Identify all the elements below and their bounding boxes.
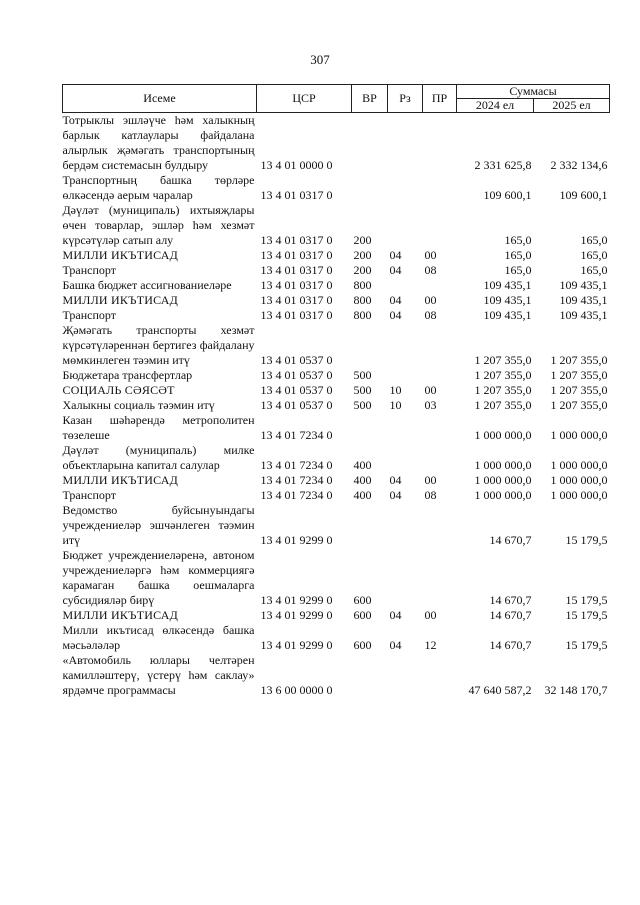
header-pr: ПР	[423, 85, 457, 113]
row-csr: 13 4 01 0317 0	[260, 233, 333, 247]
row-amount-2024: 2 331 625,8	[474, 158, 532, 172]
row-rz: 04	[389, 308, 402, 322]
row-name: Транспорт	[62, 488, 116, 502]
table-row	[63, 503, 610, 548]
row-amount-2024: 165,0	[504, 248, 532, 262]
row-name: Милли икътисад өлкәсендә башка мәсьәләләр	[62, 623, 255, 652]
row-rz	[388, 278, 423, 293]
row-csr: 13 4 01 0000 0	[260, 158, 333, 172]
row-vr	[352, 413, 388, 443]
row-amount-2024: 47 640 587,2	[468, 683, 532, 697]
row-vr: 600	[353, 608, 372, 622]
table-row	[63, 248, 610, 263]
row-rz: 04	[389, 473, 402, 487]
row-amount-2025: 15 179,5	[565, 593, 608, 607]
table-row	[63, 473, 610, 488]
table-row	[63, 173, 610, 203]
row-name: Дәүләт (муниципаль) ихтыяҗлары өчен товарлар, эшләр һәм хезмәт күрсәтүләр сатып алу	[62, 203, 255, 247]
row-rz: 10	[389, 383, 402, 397]
row-csr: 13 4 01 0317 0	[260, 248, 333, 262]
row-rz	[388, 323, 423, 368]
row-amount-2025: 1 000 000,0	[550, 428, 608, 442]
row-amount-2025: 1 207 355,0	[550, 398, 608, 412]
row-csr: 13 4 01 0317 0	[260, 263, 333, 277]
table-row	[63, 608, 610, 623]
row-rz	[388, 203, 423, 248]
row-csr: 13 4 01 0317 0	[260, 293, 333, 307]
row-rz: 04	[389, 638, 402, 652]
table-row	[63, 398, 610, 413]
row-amount-2024: 14 670,7	[489, 608, 532, 622]
table-row	[63, 488, 610, 503]
row-csr: 13 4 01 0317 0	[260, 278, 333, 292]
row-rz	[388, 113, 423, 174]
table-row	[63, 278, 610, 293]
row-rz: 04	[389, 488, 402, 502]
row-rz: 10	[389, 398, 402, 412]
header-year-2024: 2024 ел	[457, 99, 534, 113]
row-rz	[388, 503, 423, 548]
row-amount-2024: 1 000 000,0	[474, 458, 532, 472]
row-rz: 04	[389, 263, 402, 277]
row-csr: 13 4 01 0317 0	[260, 188, 333, 202]
row-amount-2025: 15 179,5	[565, 533, 608, 547]
row-vr: 200	[353, 263, 372, 277]
row-amount-2025: 1 000 000,0	[550, 488, 608, 502]
row-name: МИЛЛИ ИКЪТИСАД	[62, 293, 178, 307]
row-amount-2024: 1 207 355,0	[474, 353, 532, 367]
table-row	[63, 308, 610, 323]
header-csr: ЦСР	[257, 85, 352, 113]
row-amount-2025: 32 148 170,7	[544, 683, 608, 697]
row-amount-2024: 1 000 000,0	[474, 473, 532, 487]
row-vr	[352, 173, 388, 203]
row-amount-2025: 109 435,1	[559, 308, 608, 322]
row-amount-2025: 1 207 355,0	[550, 383, 608, 397]
row-vr: 500	[353, 368, 372, 382]
row-pr	[423, 113, 457, 174]
row-pr	[423, 323, 457, 368]
table-row	[63, 413, 610, 443]
table-row	[63, 293, 610, 308]
row-amount-2024: 14 670,7	[489, 638, 532, 652]
row-name: СОЦИАЛЬ СӘЯСӘТ	[62, 383, 175, 397]
row-name: Ведомство буйсынуындагы учреждениеләр эшчәнлеген тәэмин итү	[62, 503, 255, 547]
row-vr: 200	[353, 233, 372, 247]
budget-table	[62, 84, 610, 698]
row-amount-2024: 165,0	[504, 233, 532, 247]
table-row	[63, 203, 610, 248]
row-amount-2025: 109 435,1	[559, 293, 608, 307]
row-name: Транспортның башка төрләре өлкәсендә аерым чаралар	[62, 173, 255, 202]
table-row	[63, 443, 610, 473]
row-amount-2024: 165,0	[504, 263, 532, 277]
table-row	[63, 548, 610, 608]
row-csr: 13 6 00 0000 0	[260, 683, 333, 697]
row-pr	[423, 203, 457, 248]
row-csr: 13 4 01 7234 0	[260, 488, 333, 502]
row-amount-2025: 109 600,1	[559, 188, 608, 202]
row-rz	[388, 548, 423, 608]
row-csr: 13 4 01 0537 0	[260, 353, 333, 367]
row-amount-2025: 15 179,5	[565, 638, 608, 652]
row-pr	[423, 653, 457, 698]
row-amount-2025: 1 207 355,0	[550, 353, 608, 367]
row-csr: 13 4 01 0537 0	[260, 398, 333, 412]
row-amount-2024: 109 435,1	[483, 308, 532, 322]
row-name: Транспорт	[62, 308, 116, 322]
row-amount-2024: 109 600,1	[483, 188, 532, 202]
row-name: Тотрыклы эшләүче һәм халыкның барлык катлаулары файдалана алырлык җәмәгать транспортының бердәм системасын булдыру	[62, 113, 255, 172]
row-amount-2024: 1 207 355,0	[474, 383, 532, 397]
row-csr: 13 4 01 7234 0	[260, 473, 333, 487]
row-amount-2025: 165,0	[580, 233, 608, 247]
row-rz	[388, 443, 423, 473]
row-amount-2024: 1 207 355,0	[474, 368, 532, 382]
row-rz	[388, 653, 423, 698]
row-pr: 00	[424, 473, 437, 487]
row-rz: 04	[389, 293, 402, 307]
row-pr: 08	[424, 488, 437, 502]
row-name: Бюджетара трансфертлар	[62, 368, 193, 382]
row-vr: 600	[353, 593, 372, 607]
table-row	[63, 263, 610, 278]
row-amount-2024: 109 435,1	[483, 293, 532, 307]
row-vr: 400	[353, 473, 372, 487]
row-name: МИЛЛИ ИКЪТИСАД	[62, 248, 178, 262]
row-vr: 400	[353, 488, 372, 502]
row-vr: 200	[353, 248, 372, 262]
row-rz: 04	[389, 248, 402, 262]
row-vr: 500	[353, 383, 372, 397]
row-amount-2024: 1 000 000,0	[474, 428, 532, 442]
row-vr	[352, 323, 388, 368]
row-amount-2024: 14 670,7	[489, 533, 532, 547]
table-row	[63, 383, 610, 398]
header-year-2025: 2025 ел	[534, 99, 610, 113]
row-name: Бюджет учреждениеләренә, автоном учреждениеләргә һәм коммерциягә карамаган башка оешмаларга субсидияләр бирү	[62, 548, 255, 607]
row-pr: 12	[424, 638, 437, 652]
row-vr	[352, 653, 388, 698]
row-csr: 13 4 01 9299 0	[260, 608, 333, 622]
row-vr: 500	[353, 398, 372, 412]
row-rz	[388, 413, 423, 443]
row-pr	[423, 278, 457, 293]
table-row	[63, 653, 610, 698]
row-pr	[423, 173, 457, 203]
row-rz	[388, 368, 423, 383]
row-amount-2025: 165,0	[580, 263, 608, 277]
row-vr	[352, 503, 388, 548]
row-pr: 08	[424, 263, 437, 277]
row-name: Казан шәһәрендә метрополитен төзелеше	[62, 413, 255, 442]
row-name: МИЛЛИ ИКЪТИСАД	[62, 473, 178, 487]
row-pr: 00	[424, 383, 437, 397]
row-pr: 00	[424, 608, 437, 622]
row-name: Халыкны социаль тәэмин итү	[62, 398, 215, 412]
row-name: «Автомобиль юллары челтәрен камилләштерү, үстерү һәм саклау» ярдәмче программасы	[62, 653, 255, 697]
row-amount-2024: 109 435,1	[483, 278, 532, 292]
row-amount-2025: 15 179,5	[565, 608, 608, 622]
row-name: Дәүләт (муниципаль) милке объектларына капитал салулар	[62, 443, 255, 472]
row-vr: 800	[353, 293, 372, 307]
page-number: 307	[310, 52, 330, 67]
row-vr: 800	[353, 308, 372, 322]
row-amount-2025: 2 332 134,6	[550, 158, 608, 172]
row-name: Башка бюджет ассигнованиеләре	[62, 278, 232, 292]
row-name: Транспорт	[62, 263, 116, 277]
row-pr	[423, 443, 457, 473]
header-sums: Суммасы	[457, 85, 610, 99]
row-amount-2025: 1 000 000,0	[550, 458, 608, 472]
row-rz	[388, 173, 423, 203]
row-vr: 400	[353, 458, 372, 472]
row-vr: 800	[353, 278, 372, 292]
row-vr	[352, 113, 388, 174]
table-row	[63, 368, 610, 383]
row-rz: 04	[389, 608, 402, 622]
row-pr	[423, 548, 457, 608]
table-row	[63, 623, 610, 653]
row-name: Җәмәгать транспорты хезмәт күрсәтүләреннән бертигез файдалану мөмкинлеген тәэмин итү	[62, 323, 255, 367]
header-name: Исеме	[63, 85, 257, 113]
row-amount-2024: 14 670,7	[489, 593, 532, 607]
header-rz: Рз	[388, 85, 423, 113]
row-amount-2025: 1 207 355,0	[550, 368, 608, 382]
row-pr: 00	[424, 248, 437, 262]
row-csr: 13 4 01 0537 0	[260, 383, 333, 397]
header-vr: ВР	[352, 85, 388, 113]
row-csr: 13 4 01 0537 0	[260, 368, 333, 382]
row-pr: 00	[424, 293, 437, 307]
row-csr: 13 4 01 9299 0	[260, 533, 333, 547]
row-vr: 600	[353, 638, 372, 652]
row-csr: 13 4 01 9299 0	[260, 593, 333, 607]
row-csr: 13 4 01 7234 0	[260, 458, 333, 472]
table-row	[63, 323, 610, 368]
row-csr: 13 4 01 0317 0	[260, 308, 333, 322]
row-csr: 13 4 01 9299 0	[260, 638, 333, 652]
row-amount-2025: 109 435,1	[559, 278, 608, 292]
row-pr: 08	[424, 308, 437, 322]
row-pr	[423, 413, 457, 443]
row-amount-2024: 1 207 355,0	[474, 398, 532, 412]
row-pr: 03	[424, 398, 437, 412]
row-amount-2025: 1 000 000,0	[550, 473, 608, 487]
table-body	[63, 113, 610, 699]
row-csr: 13 4 01 7234 0	[260, 428, 333, 442]
row-pr	[423, 503, 457, 548]
table-row	[63, 113, 610, 174]
row-amount-2025: 165,0	[580, 248, 608, 262]
row-amount-2024: 1 000 000,0	[474, 488, 532, 502]
row-name: МИЛЛИ ИКЪТИСАД	[62, 608, 178, 622]
row-pr	[423, 368, 457, 383]
